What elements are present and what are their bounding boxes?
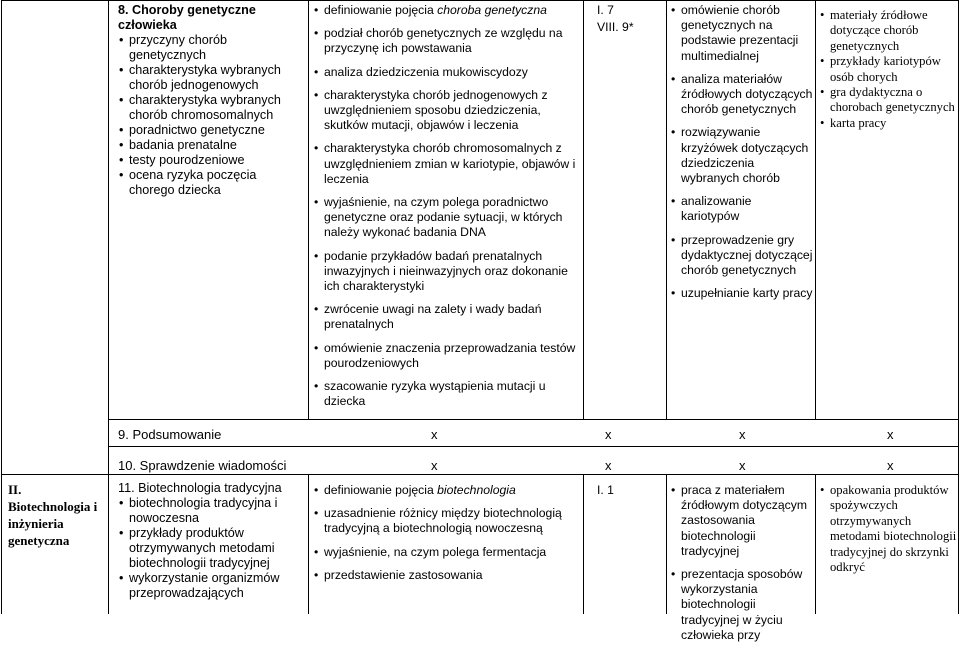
requirements-cell-11: [597, 483, 663, 498]
list-item: • opakowania produktów spożywczych otrzymywanych metodami biotechnologii tradycyjnej do skrzynki odkryć: [819, 483, 957, 575]
list-item: • przykłady kariotypów osób chorych: [819, 54, 957, 85]
list-item: • charakterystyka wybranych chorób jednogenowych: [118, 63, 303, 93]
list-item: • materiały źródłowe dotyczące chorób genetycznych: [819, 8, 957, 54]
section-title-2: II. Biotechnologia i inżynieria genetyczna: [8, 482, 98, 548]
list-item: • charakterystyka chorób jednogenowych z uwzględnieniem sposobu dziedziczenia, skutków mutacji, objawów i leczenia: [313, 88, 581, 134]
requirement: VIII. 9*: [597, 20, 634, 35]
means-list-8: [819, 8, 957, 131]
list-item: • charakterystyka chorób chromosomalnych z uwzględnieniem zmian w kariotypie, objawów i leczenia: [313, 141, 581, 187]
list-item: • przeprowadzenie gry dydaktycznej dotyczącej chorób genetycznych: [670, 233, 813, 279]
list-item: • karta pracy: [819, 116, 957, 131]
list-item: • zwrócenie uwagi na zalety i wady badań prenatalnych: [313, 302, 581, 332]
list-item: • ocena ryzyka poczęcia chorego dziecka: [118, 168, 303, 198]
goals-cell-11: [313, 483, 581, 591]
means-list-11: [819, 483, 957, 575]
term: choroba genetyczna: [437, 3, 547, 17]
summary-x-methods: x: [739, 427, 746, 442]
list-item: • charakterystyka wybranych chorób chromosomalnych: [118, 93, 303, 123]
list-item: • prezentacja sposobów wykorzystania biotechnologii tradycyjnej w życiu człowieka przy: [670, 567, 813, 643]
test-x-means: x: [887, 458, 894, 473]
summary-x-means: x: [887, 427, 894, 442]
goals-list-8: [313, 3, 581, 409]
requirement: I. 1: [597, 483, 614, 497]
goals-list-11: [313, 483, 581, 583]
list-item: • definiowanie pojęcia choroba genetyczna: [313, 3, 581, 18]
list-item: • wyjaśnienie, na czym polega fermentacja: [313, 545, 581, 560]
list-item: • wyjaśnienie, na czym polega poradnictwo genetyczne oraz podanie sytuacji, w których należy wykonać badania DNA: [313, 195, 581, 241]
term: biotechnologia: [437, 483, 516, 497]
methods-list-11: [670, 483, 813, 643]
topic-cell-8: [118, 3, 303, 198]
list-item: • badania prenatalne: [118, 138, 303, 153]
requirement: I. 7: [597, 3, 614, 17]
test-x-requirements: x: [605, 458, 612, 473]
list-item: • analiza dziedziczenia mukowiscydozy: [313, 65, 581, 80]
methods-cell-8: [670, 3, 813, 309]
list-item: • rozwiązywanie krzyżówek dotyczących dziedziczenia wybranych chorób: [670, 125, 813, 186]
list-item: • definiowanie pojęcia biotechnologia: [313, 483, 581, 498]
summary-x-goals: x: [431, 427, 438, 442]
topics-list-8: [118, 33, 303, 198]
list-item: • analiza materiałów źródłowych dotyczących chorób genetycznych: [670, 72, 813, 118]
topics-list-11: [118, 496, 306, 601]
list-item: • praca z materiałem źródłowym dotyczącym zastosowania biotechnologii tradycyjnej: [670, 483, 813, 559]
means-cell-8: [819, 8, 957, 131]
list-item: • szacowanie ryzyka wystąpienia mutacji u dziecka: [313, 379, 581, 409]
list-item: • uzupełnianie karty pracy: [670, 286, 813, 301]
test-x-methods: x: [739, 458, 746, 473]
list-item: • przyczyny chorób genetycznych: [118, 33, 303, 63]
topic-cell-11: [118, 481, 306, 601]
methods-cell-11: [670, 483, 813, 651]
list-item: • omówienie chorób genetycznych na podstawie prezentacji multimedialnej: [670, 3, 813, 64]
list-item: • przykłady produktów otrzymywanych metodami biotechnologii tradycyjnej: [118, 526, 306, 571]
test-x-goals: x: [431, 458, 438, 473]
list-item: • wykorzystanie organizmów przeprowadzających: [118, 571, 306, 601]
methods-list-8: [670, 3, 813, 301]
list-item: • biotechnologia tradycyjna i nowoczesna: [118, 496, 306, 526]
summary-row-label: 9. Podsumowanie: [118, 427, 222, 442]
list-item: • przedstawienie zastosowania: [313, 568, 581, 583]
list-item: • uzasadnienie różnicy między biotechnologią tradycyjną a biotechnologią nowoczesną: [313, 506, 581, 536]
list-item: • testy pourodzeniowe: [118, 153, 303, 168]
lesson-title-11: 11. Biotechnologia tradycyjna: [118, 481, 282, 495]
lesson-title-8: 8. Choroby genetyczne człowieka: [118, 3, 256, 32]
list-item: • poradnictwo genetyczne: [118, 123, 303, 138]
goals-cell-8: [313, 3, 581, 417]
summary-x-requirements: x: [605, 427, 612, 442]
means-cell-11: [819, 483, 957, 575]
list-item: • podanie przykładów badań prenatalnych inwazyjnych i nieinwazyjnych oraz dokonanie ich charakterystyki: [313, 249, 581, 295]
list-item: • omówienie znaczenia przeprowadzania testów pourodzeniowych: [313, 341, 581, 371]
test-row-label: 10. Sprawdzenie wiadomości: [118, 458, 287, 473]
requirements-cell-8: [597, 3, 663, 35]
list-item: • podział chorób genetycznych ze względu na przyczynę ich powstawania: [313, 26, 581, 56]
list-item: • gra dydaktyczna o chorobach genetycznych: [819, 85, 957, 116]
list-item: • analizowanie kariotypów: [670, 194, 813, 224]
